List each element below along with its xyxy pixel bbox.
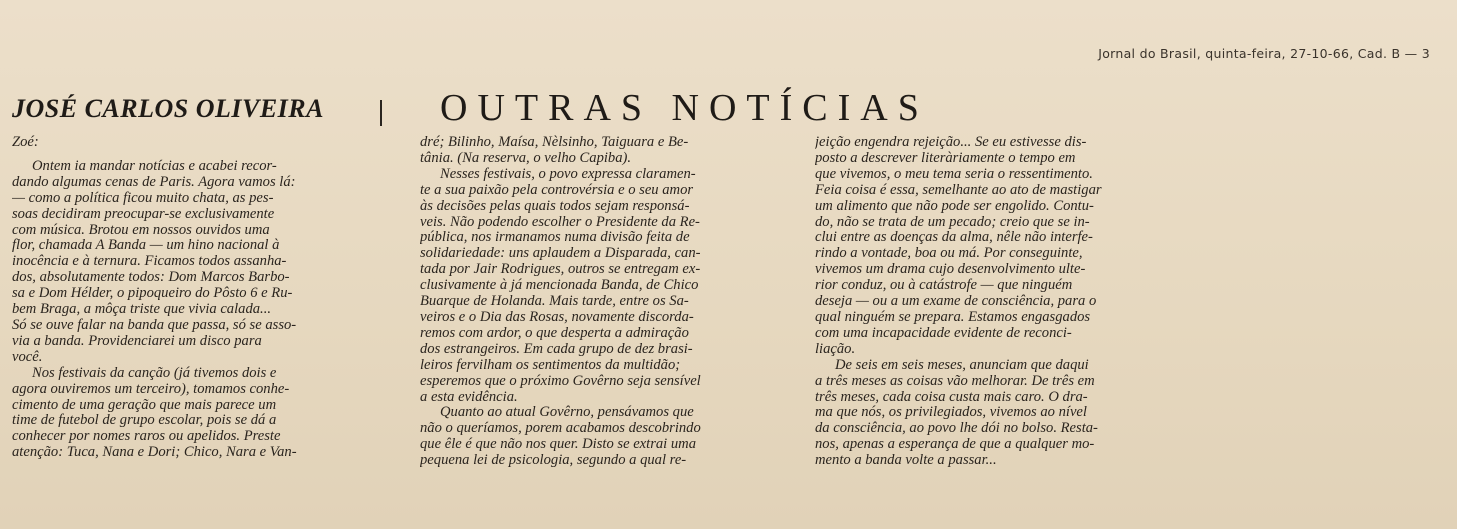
text-line: atenção: Tuca, Nana e Dori; Chico, Nara e Van- (12, 445, 297, 461)
text-line: você. (12, 349, 43, 365)
text-line: tânia. (Na reserva, o velho Capiba). (420, 150, 632, 166)
text-line: De seis em seis meses, anunciam que daqui (835, 357, 1089, 373)
text-line: jeição engendra rejeição... Se eu estivesse dis- (815, 135, 1087, 150)
text-column-1 (12, 135, 386, 461)
text-line: leiros fervilham os sentimentos da multidão; (420, 357, 681, 373)
text-line: pública, nos irmanamos numa divisão feita de (420, 230, 690, 246)
text-line: que vivemos, o meu tema seria o ressentimento. (815, 166, 1093, 182)
text-line: não o queríamos, porem acabamos descobrindo (420, 421, 701, 437)
text-line: esperemos que o próximo Govêrno seja sensível (420, 373, 701, 389)
text-line: pequena lei de psicologia, segundo a qual re- (420, 453, 687, 469)
text-column-2 (420, 135, 786, 469)
text-line: um alimento que não pode ser engolido. Contu- (815, 198, 1094, 214)
text-line: clusivamente à já mencionada Banda, de Chico (420, 278, 699, 294)
text-line: Feia coisa é essa, semelhante ao ato de mastigar (815, 182, 1102, 198)
text-line: via a banda. Providenciarei um disco para (12, 333, 262, 349)
text-line: Nesses festivais, o povo expressa claramen- (440, 166, 696, 182)
text-line: da consciência, ao povo lhe dói no bolso. Resta- (815, 421, 1098, 437)
text-line: mento a banda volte a passar... (815, 453, 997, 469)
text-line: a esta evidência. (420, 389, 518, 405)
text-line: nos, apenas a esperança de que a qualquer mo- (815, 437, 1095, 453)
text-line: inocência e à ternura. Ficamos todos assanha- (12, 254, 287, 270)
text-line: deseja — ou a um exame de consciência, para o (815, 294, 1097, 310)
text-line: veiros e o Dia das Rosas, novamente discorda- (420, 309, 694, 325)
text-line: Nos festivais da canção (já tivemos dois e (32, 365, 277, 381)
text-line: dos, absolutamente todos: Dom Marcos Barbo- (12, 270, 290, 286)
text-line: Buarque de Holanda. Mais tarde, entre os Sa- (420, 294, 689, 310)
text-line: clui entre as doenças da alma, nêle não interfe- (815, 230, 1093, 246)
text-line: vivemos um drama cujo desenvolvimento ulte- (815, 262, 1086, 278)
text-column-3 (815, 135, 1188, 469)
text-line: Quanto ao atual Govêrno, pensávamos que (440, 405, 694, 421)
text-line: do, não se trata de um pecado; creio que se in- (815, 214, 1090, 230)
text-line: liação. (815, 341, 856, 357)
text-line: Zoé: (12, 135, 39, 150)
text-line: com música. Brotou em nossos ouvidos uma (12, 222, 270, 238)
text-line: dré; Bilinho, Maísa, Nèlsinho, Taiguara e Be- (420, 135, 689, 150)
columnist-name: JOSÉ CARLOS OLIVEIRA (12, 94, 324, 123)
text-line: Ontem ia mandar notícias e acabei recor- (32, 158, 277, 174)
text-line: rior conduz, ou à catástrofe — que ninguém (815, 278, 1073, 294)
text-line: veis. Não podendo escolher o Presidente da Re- (420, 214, 700, 230)
text-line: remos com ardor, o que desperta a admiração (420, 325, 689, 341)
text-line: às decisões pelas quais todos sejam responsá- (420, 198, 690, 214)
paragraph-gap (12, 151, 386, 159)
text-line: sa e Dom Hélder, o pipoqueiro do Pôsto 6 e Ru- (12, 286, 293, 302)
text-line: te a sua paixão pela controvérsia e o seu amor (420, 182, 694, 198)
text-line: dando algumas cenas de Paris. Agora vamos lá: (12, 174, 296, 190)
text-line: dos estrangeiros. Em cada grupo de dez brasi- (420, 341, 693, 357)
text-line: solidariedade: uns aplaudem a Disparada, can- (420, 246, 701, 262)
text-line: — como a política ficou muito chata, as pes- (12, 190, 274, 206)
text-line: com uma incapacidade evidente de reconci- (815, 325, 1072, 341)
text-line: agora ouviremos um terceiro), tomamos conhe- (12, 381, 290, 397)
text-line: bem Braga, a môça triste que vivia calada... (12, 302, 271, 318)
text-line: flor, chamada A Banda — um hino nacional à (12, 238, 280, 254)
text-line: cimento de uma geração que mais parece um (12, 397, 277, 413)
text-line: três meses, cada coisa custa mais caro. O dra- (815, 389, 1088, 405)
text-line: rindo a vontade, boa ou má. Por conseguinte, (815, 246, 1083, 262)
text-line: a três meses as coisas vão melhorar. De três em (815, 373, 1095, 389)
section-headline: OUTRAS NOTÍCIAS (440, 87, 929, 129)
text-line: soas decidiram preocupar-se exclusivamente (12, 206, 275, 222)
text-line: ma que nós, os privilegiados, vivemos ao nível (815, 405, 1087, 421)
masthead: Jornal do Brasil, quinta-feira, 27-10-66, Cad. B — 3 (1098, 46, 1430, 61)
text-line: tada por Jair Rodrigues, outros se entregam ex- (420, 262, 701, 278)
text-line: Só se ouve falar na banda que passa, só se asso- (12, 317, 297, 333)
text-line: que êle é que não nos quer. Disto se extrai uma (420, 437, 697, 453)
text-line: posto a descrever literàriamente o tempo em (815, 150, 1076, 166)
text-line: qual ninguém se prepara. Estamos engasgados (815, 309, 1091, 325)
header-divider (380, 100, 382, 126)
text-line: time de futebol de grupo escolar, pois se dá a (12, 413, 277, 429)
text-line: conhecer por nomes raros ou apelidos. Preste (12, 429, 281, 445)
